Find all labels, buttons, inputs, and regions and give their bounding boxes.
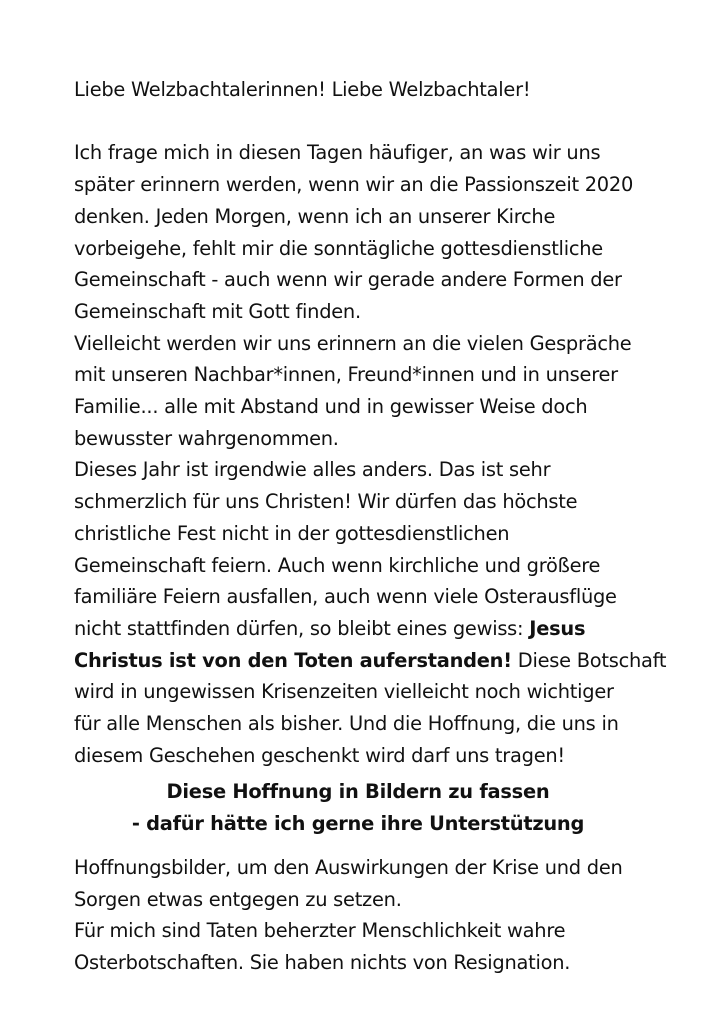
greeting: Liebe Welzbachtalerinnen! Liebe Welzbachtaler!: [74, 78, 531, 101]
heading-line: - dafür hätte ich gerne ihre Unterstützung: [131, 812, 585, 836]
text-line: [74, 613, 694, 645]
bold-text: Christus ist von den Toten auferstanden!: [74, 648, 512, 672]
text-line: mit unseren Nachbar*innen, Freund*innen und in unserer: [74, 363, 618, 387]
centered-heading: [0, 776, 716, 839]
text-line: wird in ungewissen Krisenzeiten vielleicht noch wichtiger: [74, 680, 614, 704]
text-line: Osterbotschaften. Sie haben nichts von Resignation.: [74, 950, 571, 974]
text-line: Ich frage mich in diesen Tagen häufiger, an was wir uns: [74, 141, 601, 165]
text-line: denken. Jeden Morgen, wenn ich an unserer Kirche: [74, 204, 556, 228]
text-line: Dieses Jahr ist irgendwie alles anders. Das ist sehr: [74, 458, 551, 482]
text-line: vorbeigehe, fehlt mir die sonntägliche gottesdienstliche: [74, 236, 603, 260]
text-fragment: Diese Botschaft: [511, 648, 667, 672]
text-line: familiäre Feiern ausfallen, auch wenn viele Osterausflüge: [74, 585, 617, 609]
text-line: Gemeinschaft mit Gott finden.: [74, 299, 361, 323]
text-line: Gemeinschaft - auch wenn wir gerade andere Formen der: [74, 268, 622, 292]
heading-line: Diese Hoffnung in Bildern zu fassen: [166, 780, 550, 804]
text-line: Gemeinschaft feiern. Auch wenn kirchliche und größere: [74, 553, 601, 577]
text-line: bewusster wahrgenommen.: [74, 426, 339, 450]
text-line: diesem Geschehen geschenkt wird darf uns tragen!: [74, 743, 565, 767]
text-line: christliche Fest nicht in der gottesdienstlichen: [74, 521, 510, 545]
bold-text: Jesus: [529, 616, 586, 640]
text-line: Für mich sind Taten beherzter Menschlichkeit wahre: [74, 919, 566, 943]
text-line: schmerzlich für uns Christen! Wir dürfen das höchste: [74, 490, 578, 514]
text-line: Vielleicht werden wir uns erinnern an die vielen Gespräche: [74, 331, 632, 355]
text-line: Sorgen etwas entgegen zu setzen.: [74, 887, 402, 911]
text-line: später erinnern werden, wenn wir an die Passionszeit 2020: [74, 173, 634, 197]
text-line: Hoffnungsbilder, um den Auswirkungen der Krise und den: [74, 855, 623, 879]
paragraph-hoffnungsbilder: [74, 852, 694, 915]
letter-page: [74, 74, 694, 979]
text-line: Familie... alle mit Abstand und in gewisser Weise doch: [74, 395, 588, 419]
text-fragment: nicht stattfinden dürfen, so bleibt eines gewiss:: [74, 616, 530, 640]
blank-line: [74, 106, 694, 138]
paragraph-gespraeche: [74, 328, 694, 455]
text-line: für alle Menschen als bisher. Und die Hoffnung, die uns in: [74, 712, 619, 736]
paragraph-passionszeit: [74, 137, 694, 327]
paragraph-ostern: [74, 454, 694, 771]
text-line: [74, 645, 694, 677]
paragraph-osterbotschaften: [74, 915, 694, 978]
